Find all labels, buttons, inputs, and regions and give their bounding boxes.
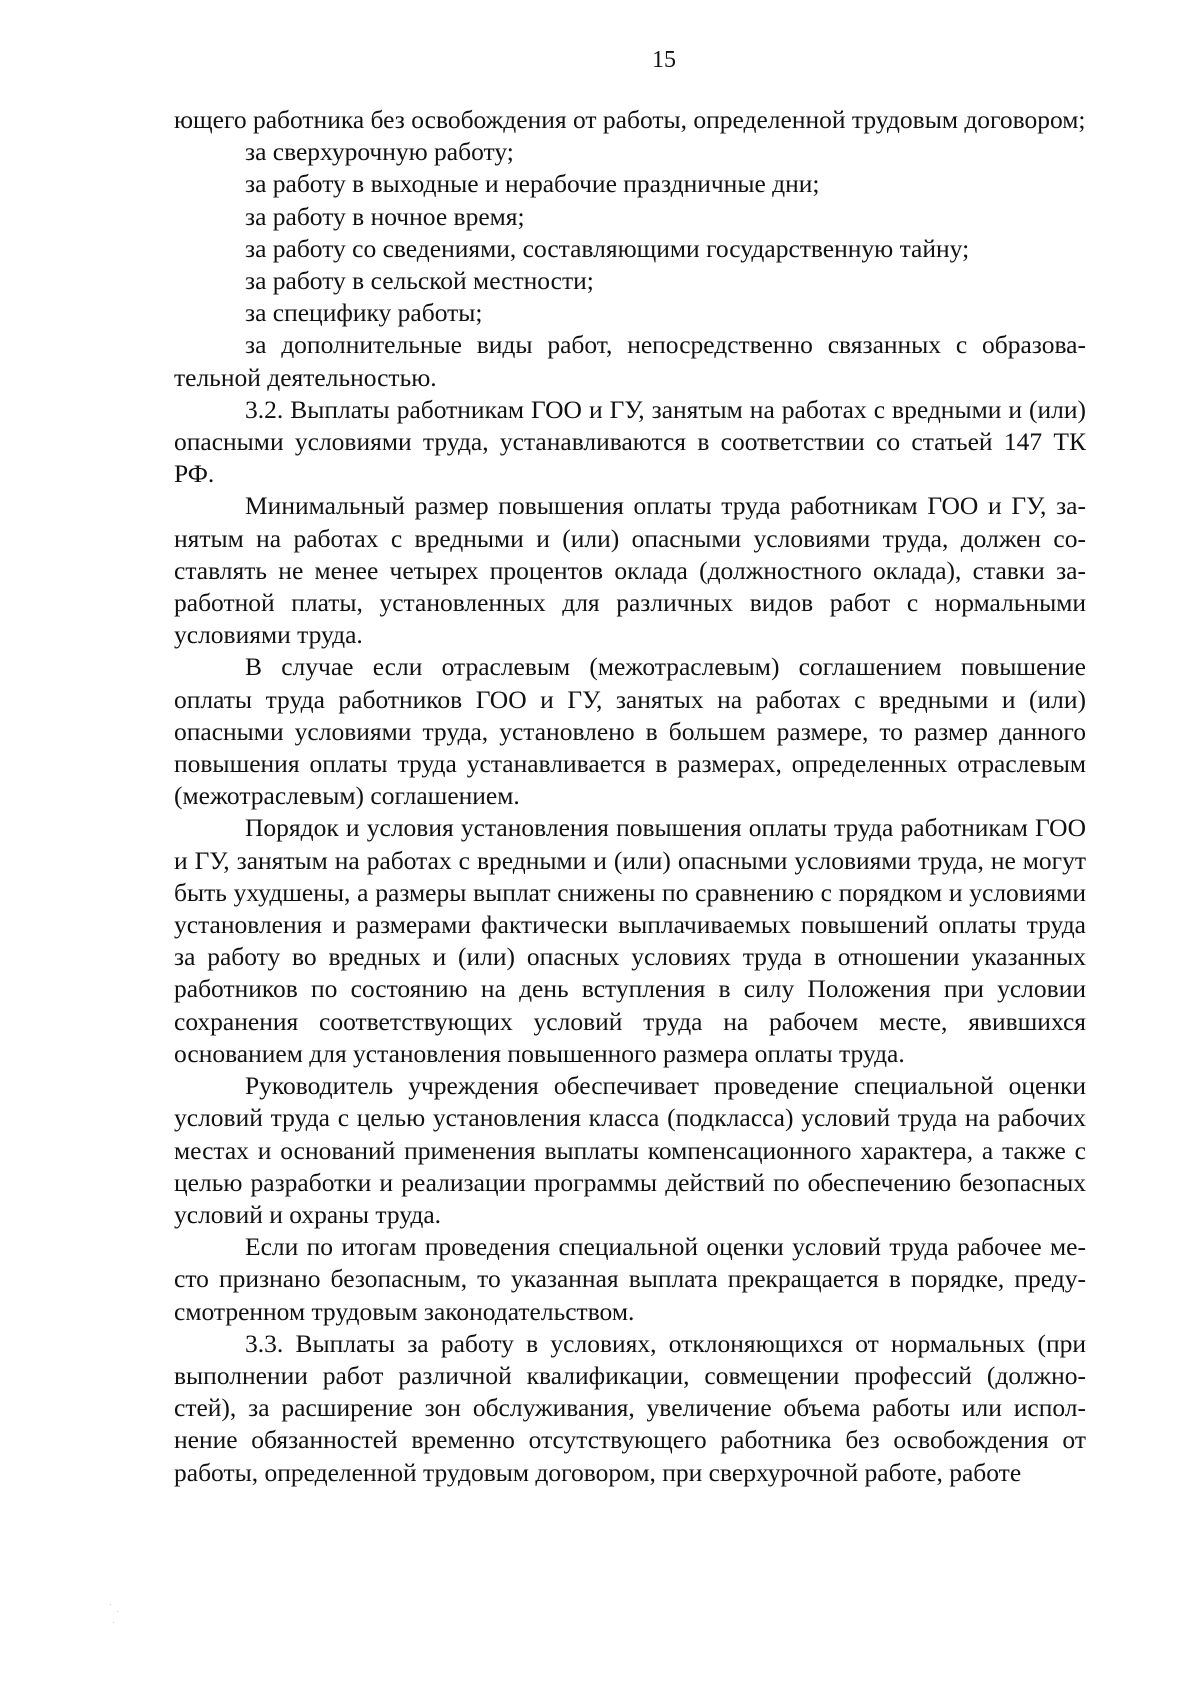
paragraph: Руководитель учреждения обеспечивает проведение специальной оценки условий труда с целью установления класса (подкласса) условий труда на рабочих местах и оснований применения выплаты компенсационного характера, а также с целью разработки и реализации программы действий по обеспечению безопасных условий и охраны труда. <box>174 1071 1086 1229</box>
list-item: за сверхурочную работу; <box>245 137 514 167</box>
list-item: за работу в ночное время; <box>245 201 525 231</box>
paragraph: Если по итогам проведения специальной оценки условий труда рабочее место признано безопасным, то указанная выплата прекращается в порядке, предусмотренном трудовым законодательством. <box>174 1232 1086 1326</box>
list-item: за работу в выходные и нерабочие праздничные дни; <box>245 169 820 199</box>
page-number: 15 <box>652 47 676 73</box>
paragraph: Порядок и условия установления повышения оплаты труда работникам ГОО и ГУ, занятым на работах с вредными и (или) опасными условиями труда, не могут быть ухудшены, а размеры выплат снижены по сравнению с порядком и условиями установления и размерами фактически выплачиваемых повышений оплаты труда за работу во вредных и (или) опасных условиях труда в отношении указанных работников по состоянию на день вступления в силу Положения при условии сохранения соответствующих условий труда на рабочем месте, явившихся основанием для установления повышенного размера оплаты труда. <box>174 813 1086 1068</box>
list-item: за работу со сведениями, составляющими государственную тайну; <box>245 233 970 263</box>
list-item: за специфику работы; <box>245 298 483 328</box>
list-item: за работу в сельской местности; <box>245 266 594 296</box>
paragraph: Минимальный размер повышения оплаты труда работникам ГОО и ГУ, занятым на работах с вредными и (или) опасными условиями труда, должен составлять не менее четырех процентов оклада (должностного оклада), ставки заработной платы, установленных для различных видов работ с нормальными условиями труда. <box>174 491 1086 650</box>
document-body <box>174 104 1086 1489</box>
paragraph-continuation: ющего работника без освобождения от работы, определенной трудовым договором; <box>174 105 1086 134</box>
section-3-2-paragraph: 3.2. Выплаты работникам ГОО и ГУ, занятым на работах с вредными и (или) опасными условиями труда, устанавливаются в соответствии со статьей 147 ТК РФ. <box>174 394 1086 489</box>
section-3-3-paragraph: 3.3. Выплаты за работу в условиях, отклоняющихся от нормальных (при выполнении работ различной квалификации, совмещении профессий (должностей), за расширение зон обслуживания, увеличение объема работы или исполнение обязанностей временно отсутствующего работника без освобождения от работы, определенной трудовым договором, при сверхурочной работе, работе <box>174 1328 1086 1487</box>
list-item: за дополнительные виды работ, непосредственно связанных с образовательной деятельностью. <box>174 330 1086 392</box>
paragraph: В случае если отраслевым (межотраслевым) соглашением повышение оплаты труда работников ГОО и ГУ, занятых на работах с вредными и (или) опасными условиями труда, установлено в большем размере, то размер данного повышения оплаты труда устанавливается в размерах, определенных отраслевым (межотраслевым) соглашением. <box>174 652 1086 811</box>
scan-specks <box>108 1600 122 1630</box>
